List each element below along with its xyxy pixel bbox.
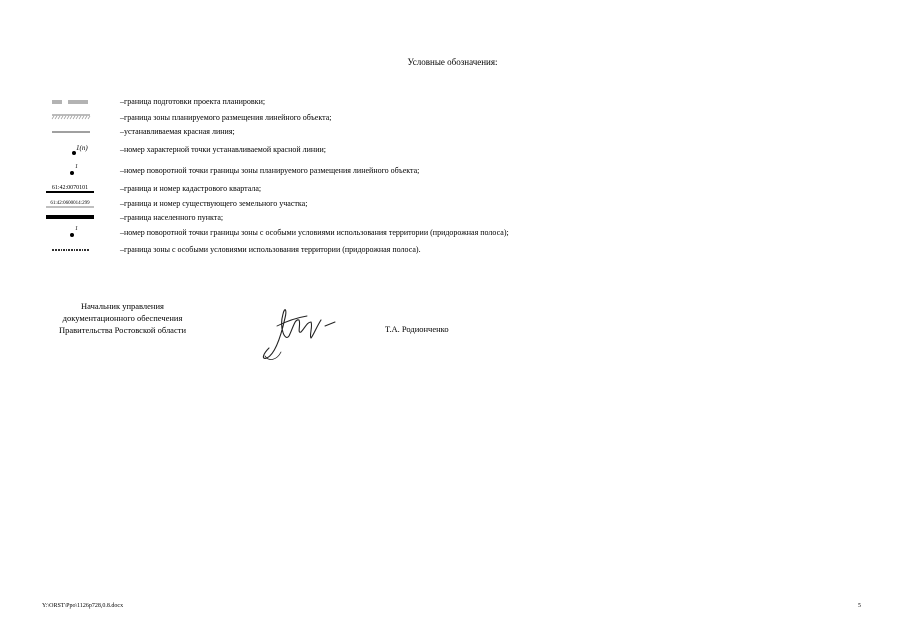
legend-dash: – bbox=[120, 245, 124, 254]
roadside-zone-symbol bbox=[40, 242, 100, 258]
planning-boundary-symbol bbox=[40, 94, 100, 110]
legend-text-cadastral-quarter: граница и номер кадастрового квартала; bbox=[124, 184, 262, 193]
legend-text-planning-boundary: граница подготовки проекта планировки; bbox=[124, 97, 266, 106]
red-line-point-symbol bbox=[40, 142, 100, 158]
roadside-turn-point-label: 1 bbox=[75, 226, 78, 232]
legend-dash: – bbox=[120, 184, 124, 193]
signatory-line-3: Правительства Ростовской области bbox=[59, 325, 186, 335]
legend-dash: – bbox=[120, 166, 124, 175]
red-line-point-label: 1(n) bbox=[76, 144, 88, 152]
legend-row-roadside-turn-point bbox=[40, 225, 800, 241]
legend-row-red-line-point bbox=[40, 142, 800, 158]
legend-row-cadastral-quarter bbox=[40, 181, 800, 197]
cadastral-quarter-label: 61:42:0070101 bbox=[51, 185, 89, 191]
legend-dash: – bbox=[120, 213, 124, 222]
legend-dash: – bbox=[120, 127, 124, 136]
page-number: 5 bbox=[858, 603, 861, 609]
footer-file-path: Y:\ORST\Ppo\1126р728,0.8.docx bbox=[42, 603, 124, 609]
signatory-position bbox=[40, 300, 205, 336]
legend-row-planning-boundary bbox=[40, 94, 800, 110]
legend-dash: – bbox=[120, 199, 124, 208]
signatory-line-2: документационного обеспечения bbox=[62, 313, 183, 323]
legend-text-land-plot: граница и номер существующего земельного участка; bbox=[124, 199, 308, 208]
signatory-name: Т.А. Родионченко bbox=[385, 324, 449, 334]
legend-row-settlement-boundary bbox=[40, 210, 800, 226]
legend-row-zone-turn-point bbox=[40, 163, 800, 179]
legend-text-roadside-turn-point: номер поворотной точки границы зоны с особыми условиями использования территории (придорожная полоса); bbox=[124, 228, 509, 237]
land-plot-label: 61:42:0600014:299 bbox=[50, 201, 90, 206]
roadside-turn-point-symbol bbox=[40, 225, 100, 241]
legend-row-red-line bbox=[40, 124, 800, 140]
zone-turn-point-symbol bbox=[40, 163, 100, 179]
red-line-symbol bbox=[40, 124, 100, 140]
legend-text-linear-object-zone: граница зоны планируемого размещения линейного объекта; bbox=[124, 113, 332, 122]
cadastral-quarter-symbol bbox=[40, 181, 100, 197]
legend-text-zone-turn-point: номер поворотной точки границы зоны планируемого размещения линейного объекта; bbox=[124, 166, 420, 175]
legend-dash: – bbox=[120, 113, 124, 122]
legend-dash: – bbox=[120, 145, 124, 154]
legend-title: Условные обозначения: bbox=[407, 57, 498, 67]
legend-dash: – bbox=[120, 228, 124, 237]
signatory-line-1: Начальник управления bbox=[81, 301, 164, 311]
zone-turn-point-label: 1 bbox=[75, 164, 78, 170]
legend-dash: – bbox=[120, 97, 124, 106]
legend-text-red-line: устанавливаемая красная линия; bbox=[124, 127, 235, 136]
legend-text-settlement-boundary: граница населенного пункта; bbox=[124, 213, 224, 222]
settlement-boundary-symbol bbox=[40, 210, 100, 226]
handwritten-signature bbox=[255, 296, 345, 366]
legend-row-roadside-zone bbox=[40, 242, 800, 258]
legend-text-red-line-point: номер характерной точки устанавливаемой красной линии; bbox=[124, 145, 326, 154]
legend-text-roadside-zone: граница зоны с особыми условиями использования территории (придорожная полоса). bbox=[124, 245, 421, 254]
